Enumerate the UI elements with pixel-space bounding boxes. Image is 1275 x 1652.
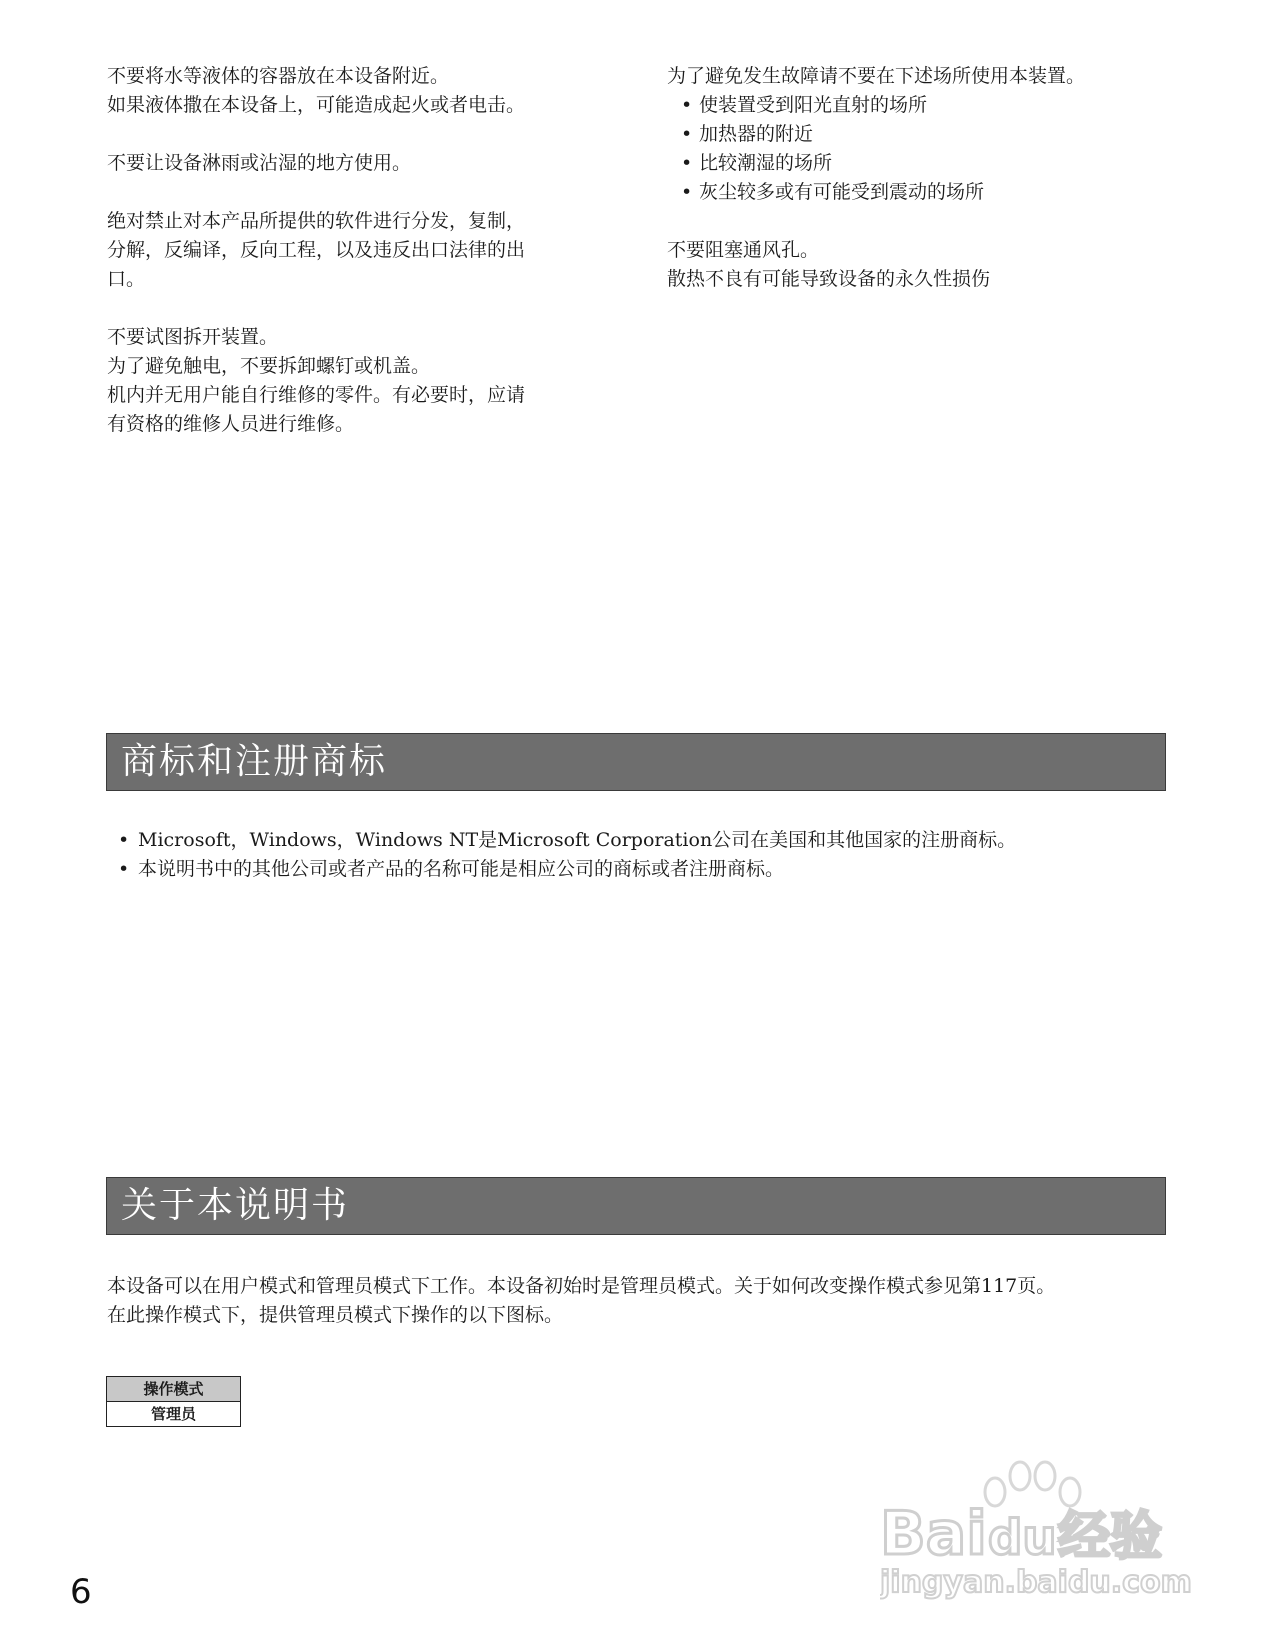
- list-item: [667, 149, 1167, 178]
- mode-table-header: 操作模式: [107, 1377, 240, 1402]
- text-line: 绝对禁止对本产品所提供的软件进行分发，复制，: [107, 210, 526, 232]
- text-line: 散热不良有可能导致设备的永久性损伤: [667, 268, 991, 290]
- bullet-icon: •: [681, 181, 693, 203]
- right-column: [667, 62, 1167, 323]
- text-line: 不要阻塞通风孔。: [667, 239, 820, 261]
- section-header-about: 关于本说明书: [106, 1177, 1166, 1235]
- brand-a: Bai: [880, 1499, 987, 1569]
- section-header-trademarks: 商标和注册商标: [106, 733, 1166, 791]
- liquid-warning: [107, 62, 597, 120]
- list-item-text: Microsoft，Windows，Windows NT是Microsoft Corporation公司在美国和其他国家的注册商标。: [138, 829, 1017, 851]
- list-item: [667, 120, 1167, 149]
- bullet-icon: •: [118, 829, 130, 851]
- list-item-text: 灰尘较多或有可能受到震动的场所: [699, 181, 985, 203]
- rain-warning: [107, 149, 597, 178]
- operation-mode-table: [106, 1376, 241, 1427]
- text-line: 如果液体撒在本设备上，可能造成起火或者电击。: [107, 94, 526, 116]
- text-line: 不要将水等液体的容器放在本设备附近。: [107, 65, 450, 87]
- about-text: [107, 1272, 1055, 1330]
- text-line: 为了避免触电，不要拆卸螺钉或机盖。: [107, 355, 431, 377]
- mode-table-value: 管理员: [107, 1402, 240, 1426]
- page-number: 6: [70, 1572, 92, 1612]
- bullet-icon: •: [681, 152, 693, 174]
- trademark-list: [118, 826, 1016, 884]
- brand-b: du: [988, 1510, 1057, 1566]
- location-list: [667, 91, 1167, 207]
- bullet-icon: •: [118, 858, 130, 880]
- disassembly-warning: [107, 323, 597, 439]
- list-item: [667, 178, 1167, 207]
- left-column: [107, 62, 597, 468]
- text-line: 为了避免发生故障请不要在下述场所使用本装置。: [667, 65, 1086, 87]
- text-line: 本设备可以在用户模式和管理员模式下工作。本设备初始时是管理员模式。关于如何改变操作模式参见第117页。: [107, 1275, 1056, 1297]
- list-item-text: 使装置受到阳光直射的场所: [699, 94, 928, 116]
- list-item: [118, 855, 1016, 884]
- text-line: 口。: [107, 268, 146, 290]
- paw-logo-icon: [880, 1440, 1220, 1600]
- text-line: 不要试图拆开装置。: [107, 326, 279, 348]
- software-warning: [107, 207, 597, 294]
- list-item-text: 本说明书中的其他公司或者产品的名称可能是相应公司的商标或者注册商标。: [138, 858, 785, 880]
- watermark-url: jingyan.baidu.com: [880, 1565, 1192, 1600]
- brand-c: 经验: [1058, 1507, 1163, 1567]
- baidu-jingyan-watermark: [880, 1440, 1220, 1600]
- list-item: [118, 826, 1016, 855]
- text-line: 机内并无用户能自行维修的零件。有必要时，应请: [107, 384, 526, 406]
- text-line: 在此操作模式下，提供管理员模式下操作的以下图标。: [107, 1304, 564, 1326]
- text-line: 不要让设备淋雨或沾湿的地方使用。: [107, 152, 412, 174]
- location-intro: [667, 62, 1167, 91]
- list-item-text: 比较潮湿的场所: [699, 152, 833, 174]
- text-line: 有资格的维修人员进行维修。: [107, 413, 355, 435]
- bullet-icon: •: [681, 94, 693, 116]
- list-item-text: 加热器的附近: [699, 123, 814, 145]
- vent-warning: [667, 236, 1167, 294]
- list-item: [667, 91, 1167, 120]
- text-line: 分解，反编译，反向工程，以及违反出口法律的出: [107, 239, 526, 261]
- bullet-icon: •: [681, 123, 693, 145]
